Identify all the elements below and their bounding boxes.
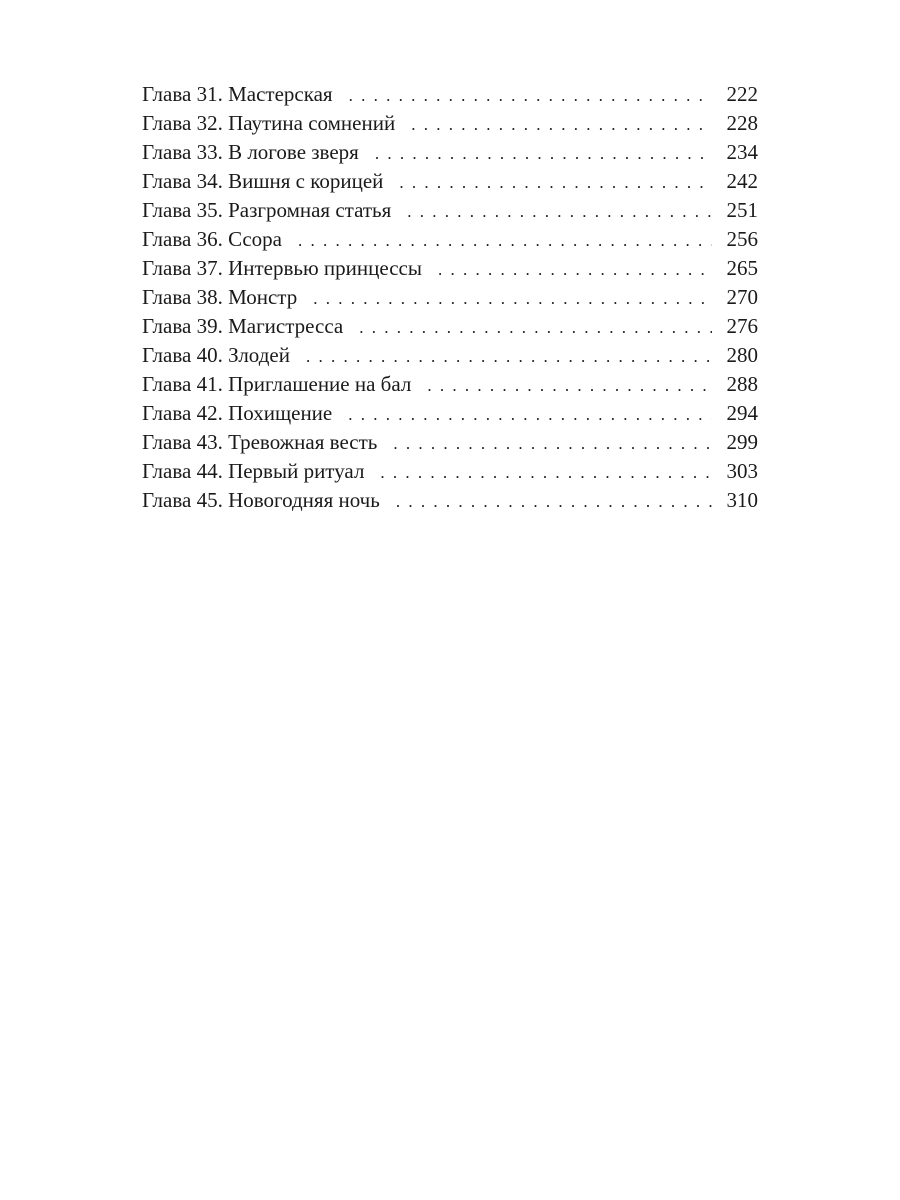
toc-entry-title: Глава 33. В логове зверя: [142, 140, 359, 164]
toc-entry-page: 251: [726, 198, 758, 222]
toc-entry-page: 222: [726, 82, 758, 106]
toc-leader-dots: [393, 429, 712, 458]
toc-entry-page: 303: [726, 459, 758, 483]
toc-entry: [142, 399, 758, 428]
toc-entry-page: 242: [726, 169, 758, 193]
toc-entry-title: Глава 40. Злодей: [142, 343, 290, 367]
toc-leader-dots: [396, 487, 712, 516]
toc-leader-dots: [380, 458, 712, 487]
toc-entry-title: Глава 43. Тревожная весть: [142, 430, 378, 454]
toc-entry-page: 294: [726, 401, 758, 425]
toc-entry-page: 228: [726, 111, 758, 135]
toc-entry: [142, 312, 758, 341]
toc-entry-page: 288: [726, 372, 758, 396]
toc-entry: [142, 370, 758, 399]
toc-entry-title: Глава 44. Первый ритуал: [142, 459, 365, 483]
toc-entry: [142, 457, 758, 486]
toc-entry: [142, 428, 758, 457]
toc-leader-dots: [399, 168, 712, 197]
toc-entry: [142, 80, 758, 109]
toc-entry-title: Глава 32. Паутина сомнений: [142, 111, 396, 135]
toc-leader-dots: [348, 400, 712, 429]
toc-entry-title: Глава 31. Мастерская: [142, 82, 333, 106]
toc-entry-title: Глава 39. Магистресса: [142, 314, 344, 338]
toc-leader-dots: [427, 371, 712, 400]
toc-entry-title: Глава 35. Разгромная статья: [142, 198, 392, 222]
toc-entry-page: 276: [726, 314, 758, 338]
toc-entry-title: Глава 37. Интервью принцессы: [142, 256, 422, 280]
toc-leader-dots: [313, 284, 712, 313]
toc-entry-page: 256: [726, 227, 758, 251]
toc-entry: [142, 283, 758, 312]
toc-entry-title: Глава 41. Приглашение на бал: [142, 372, 412, 396]
toc-entry: [142, 341, 758, 370]
toc-entry-title: Глава 34. Вишня с корицей: [142, 169, 384, 193]
toc-leader-dots: [411, 110, 712, 139]
toc-entry-page: 270: [726, 285, 758, 309]
toc-entry: [142, 225, 758, 254]
toc-entry-title: Глава 36. Ссора: [142, 227, 282, 251]
toc-leader-dots: [407, 197, 712, 226]
toc-entry: [142, 167, 758, 196]
toc-entry-page: 234: [726, 140, 758, 164]
toc-entry-title: Глава 42. Похищение: [142, 401, 333, 425]
toc-leader-dots: [359, 313, 712, 342]
toc-entry-title: Глава 38. Монстр: [142, 285, 298, 309]
toc-entry: [142, 109, 758, 138]
toc-leader-dots: [298, 226, 712, 255]
toc-entry: [142, 486, 758, 515]
table-of-contents: [142, 80, 758, 515]
toc-entry-page: 280: [726, 343, 758, 367]
toc-entry: [142, 138, 758, 167]
toc-leader-dots: [349, 81, 712, 110]
toc-entry-page: 299: [726, 430, 758, 454]
toc-leader-dots: [375, 139, 712, 168]
toc-leader-dots: [306, 342, 712, 371]
toc-entry-page: 310: [726, 488, 758, 512]
toc-entry-title: Глава 45. Новогодняя ночь: [142, 488, 380, 512]
toc-entry-page: 265: [726, 256, 758, 280]
toc-leader-dots: [438, 255, 712, 284]
toc-entry: [142, 196, 758, 225]
toc-entry: [142, 254, 758, 283]
